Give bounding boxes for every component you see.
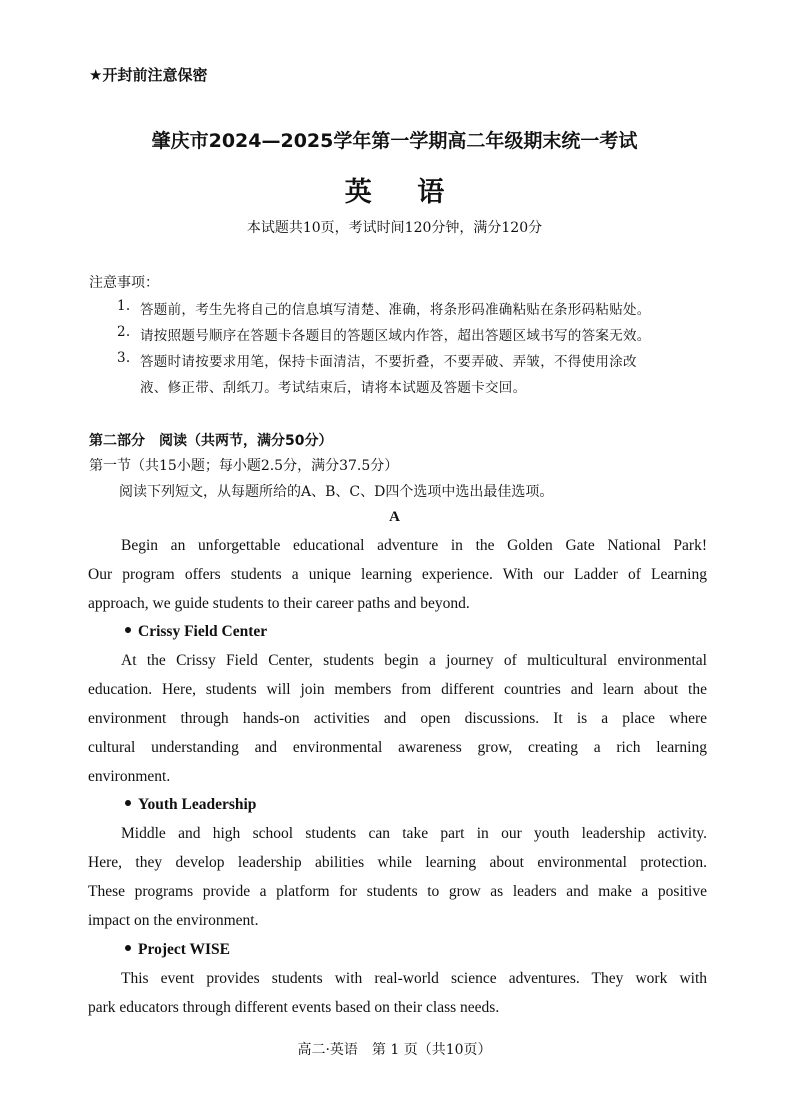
note-text: 液、修正带、刮纸刀。考试结束后，请将本试题及答题卡交回。 (140, 380, 527, 396)
passage-line: This event provides students with real-world science adventures. They work with (121, 970, 707, 987)
note-number: 1. (117, 298, 131, 314)
confidential-notice: ★开封前注意保密 (89, 66, 208, 84)
passage-line: environment through hands-on activities and open discussions. It is a place where (88, 710, 707, 727)
passage-line: impact on the environment. (88, 912, 259, 929)
note-number: 3. (117, 350, 131, 366)
note-number: 2. (117, 324, 131, 340)
passage-line: cultural understanding and environmental awareness grow, creating a rich learning (88, 739, 707, 756)
note-text: 请按照题号顺序在答题卡各题目的答题区域内作答，超出答题区域书写的答案无效。 (140, 328, 651, 344)
note-text: 答题前，考生先将自己的信息填写清楚、准确，将条形码准确粘贴在条形码粘贴处。 (140, 302, 651, 318)
passage-line: Here, they develop leadership abilities while learning about environmental protection. (88, 854, 707, 871)
page-footer: 高二·英语 第 1 页（共10页） (297, 1042, 492, 1058)
passage-line: park educators through different events based on their class needs. (88, 999, 500, 1016)
passage-letter: A (389, 509, 400, 525)
bullet-icon (125, 800, 131, 806)
section-heading-crissy-field-center: Crissy Field Center (125, 623, 267, 641)
exam-title: 肇庆市2024—2025学年第一学期高二年级期末统一考试 (151, 130, 638, 152)
section-title: 第一节（共15小题；每小题2.5分，满分37.5分） (89, 458, 399, 474)
passage-line: Middle and high school students can take part in our youth leadership activity. (121, 825, 707, 842)
passage-line: Our program offers students a unique learning experience. With our Ladder of Learning (88, 566, 707, 583)
bullet-icon (125, 945, 131, 951)
passage-line: education. Here, students will join members from different countries and learn about the (88, 681, 707, 698)
subject-title: 英 语 (344, 177, 463, 208)
exam-info: 本试题共10页，考试时间120分钟，满分120分 (246, 220, 543, 236)
notes-heading: 注意事项： (89, 275, 159, 291)
section-heading-youth-leadership: Youth Leadership (125, 796, 256, 814)
passage-line: environment. (88, 768, 171, 785)
passage-line: approach, we guide students to their career paths and beyond. (88, 595, 470, 612)
passage-line: These programs provide a platform for students to grow as leaders and make a positive (88, 883, 707, 900)
section-instruction: 阅读下列短文，从每题所给的A、B、C、D四个选项中选出最佳选项。 (119, 484, 554, 500)
passage-line: At the Crissy Field Center, students begin a journey of multicultural environmental (121, 652, 707, 669)
passage-line: Begin an unforgettable educational adventure in the Golden Gate National Park! (121, 537, 707, 554)
bullet-icon (125, 627, 131, 633)
note-text: 答题时请按要求用笔，保持卡面清洁，不要折叠，不要弄破、弄皱，不得使用涂改 (140, 354, 637, 370)
section-heading-project-wise: Project WISE (125, 941, 230, 959)
part-title: 第二部分 阅读（共两节，满分50分） (89, 433, 333, 449)
